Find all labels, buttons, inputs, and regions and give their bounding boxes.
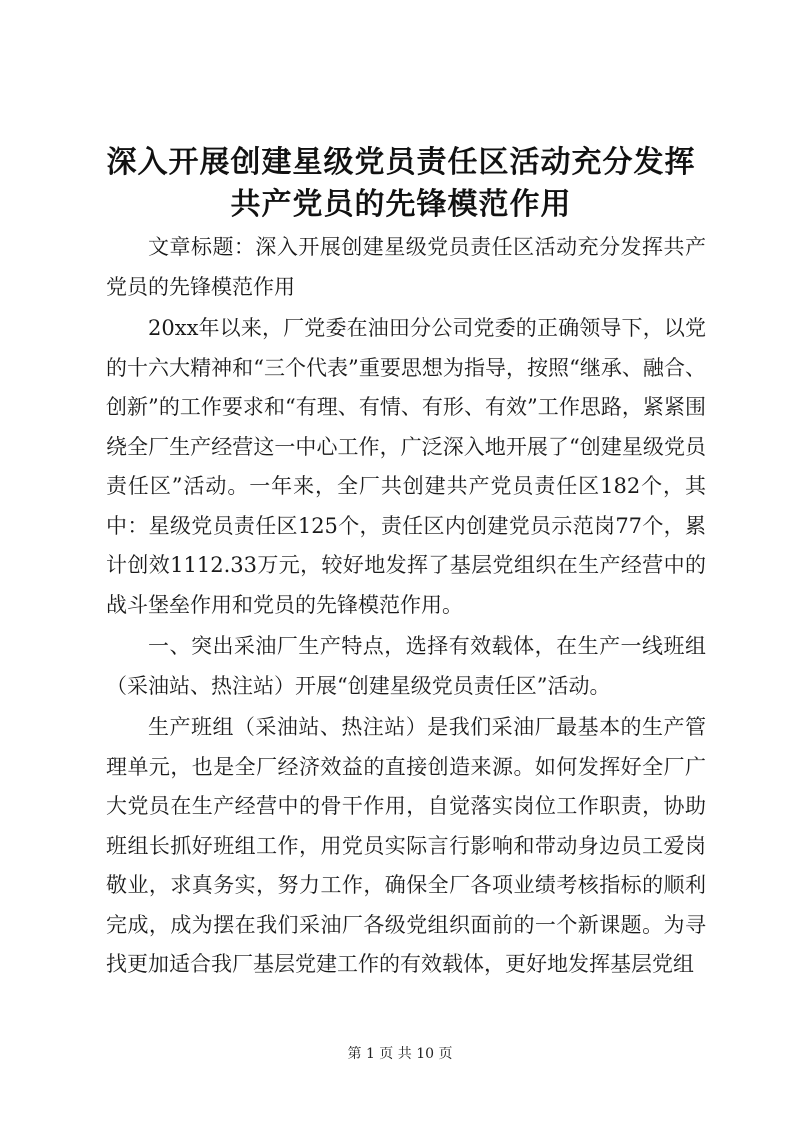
- document-title: 深入开展创建星级党员责任区活动充分发挥共产党员的先锋模范作用: [106, 145, 696, 222]
- paragraph-intro: 20xx年以来，厂党委在油田分公司党委的正确领导下，以党的十六大精神和“三个代表”重要思想为指导，按照“继承、融合、创新”的工作要求和“有理、有情、有形、有效”工作思路，紧紧围绕全厂生产经营这一中心工作，广泛深入地开展了“创建星级党员责任区”活动。一年来，全厂共创建共产党员责任区182个，其中：星级党员责任区125个，责任区内创建党员示范岗77个，累计创效1112.33万元，较好地发挥了基层党组织在生产经营中的战斗堡垒作用和党员的先锋模范作用。: [106, 316, 706, 617]
- document-body: [106, 228, 706, 987]
- page-footer: [0, 1044, 800, 1064]
- paragraph-section-one-heading: 一、突出采油厂生产特点，选择有效载体，在生产一线班组（采油站、热注站）开展“创建星级党员责任区”活动。: [106, 634, 706, 698]
- page-number: 第 1 页 共 10 页: [347, 1046, 453, 1062]
- paragraph-article-title: 文章标题：深入开展创建星级党员责任区活动充分发挥共产党员的先锋模范作用: [106, 235, 706, 299]
- paragraph-section-one-body: 生产班组（采油站、热注站）是我们采油厂最基本的生产管理单元，也是全厂经济效益的直接创造来源。如何发挥好全厂广大党员在生产经营中的骨干作用，自觉落实岗位工作职责，协助班组长抓好班组工作，用党员实际言行影响和带动身边员工爱岗敬业，求真务实，努力工作，确保全厂各项业绩考核指标的顺利完成，成为摆在我们采油厂各级党组织面前的一个新课题。为寻找更加适合我厂基层党建工作的有效载体，更好地发挥基层党组: [106, 715, 706, 976]
